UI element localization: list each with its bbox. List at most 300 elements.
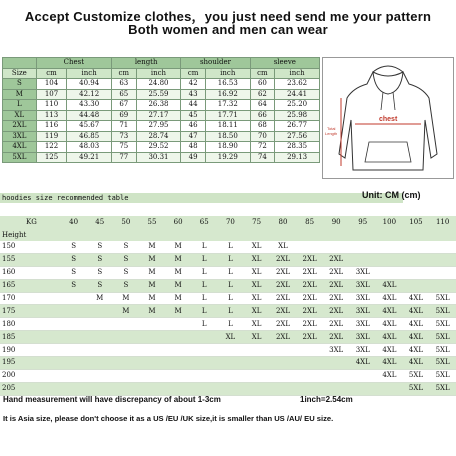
- height-cell: 185: [0, 331, 61, 344]
- value-cell: 104: [36, 79, 67, 90]
- size-cell: 4XL: [376, 305, 403, 318]
- size-cell: [244, 382, 270, 395]
- value-cell: 44: [181, 100, 206, 111]
- size-cell: [139, 382, 165, 395]
- size-cell: [191, 382, 217, 395]
- size-cell: 5XL: [429, 318, 456, 331]
- spec-unit-header: cm: [250, 68, 275, 79]
- value-cell: 45: [181, 110, 206, 121]
- size-cell: [61, 305, 87, 318]
- size-cell: [349, 241, 376, 253]
- value-cell: 25.98: [275, 110, 320, 121]
- hoodie-icon: [323, 58, 453, 178]
- value-cell: 68: [250, 121, 275, 132]
- size-cell: 5XL: [429, 369, 456, 382]
- value-cell: 42.12: [67, 89, 112, 100]
- table-row: [0, 369, 456, 382]
- size-cell: L: [217, 266, 243, 279]
- value-cell: 49.21: [67, 152, 112, 163]
- size-cell: 4XL: [403, 292, 430, 305]
- size-cell: M: [139, 253, 165, 266]
- length-label-1: Total: [327, 126, 336, 131]
- spec-unit-header: inch: [136, 68, 181, 79]
- size-cell: 4XL: [403, 344, 430, 357]
- table-row: [3, 152, 320, 163]
- size-cell: M: [165, 241, 191, 253]
- size-cell: [165, 369, 191, 382]
- value-cell: 29.13: [275, 152, 320, 163]
- size-cell: 4XL: [376, 344, 403, 357]
- size-cell: XL: [244, 305, 270, 318]
- size-cell: [244, 344, 270, 357]
- note-asia-size: It is Asia size, please don't choose it as a US /EU /UK size,it is smaller than US /AU/ EU size.: [3, 414, 334, 423]
- spacer-cell: [349, 229, 376, 241]
- value-cell: 62: [250, 89, 275, 100]
- size-cell: [296, 357, 323, 370]
- weight-header: 110: [429, 216, 456, 229]
- size-cell: 4XL: [403, 305, 430, 318]
- size-cell: S: [87, 241, 113, 253]
- size-cell: [113, 369, 139, 382]
- size-cell: [429, 266, 456, 279]
- size-cell: XL: [3, 110, 37, 121]
- note-discrepancy: Hand measurement will have discrepancy of about 1-3cm: [3, 395, 221, 404]
- height-cell: 160: [0, 266, 61, 279]
- table-row: [0, 344, 456, 357]
- size-recommendation-table: [0, 216, 456, 396]
- value-cell: 48.03: [67, 142, 112, 153]
- spec-unit-header: Size: [3, 68, 37, 79]
- kg-label: KG: [0, 216, 61, 229]
- size-cell: XL: [244, 331, 270, 344]
- value-cell: 25.20: [275, 100, 320, 111]
- table-row: [3, 131, 320, 142]
- size-cell: L: [217, 253, 243, 266]
- table-row: [0, 279, 456, 292]
- length-label-2: Length: [325, 131, 338, 136]
- size-cell: 4XL: [376, 331, 403, 344]
- size-cell: 4XL: [376, 357, 403, 370]
- size-cell: S: [3, 79, 37, 90]
- table-row: [0, 241, 456, 253]
- size-cell: [349, 253, 376, 266]
- spec-unit-header: inch: [67, 68, 112, 79]
- size-cell: [244, 357, 270, 370]
- size-cell: 2XL: [323, 292, 350, 305]
- size-cell: [113, 331, 139, 344]
- weight-header: 75: [244, 216, 270, 229]
- value-cell: 28.74: [136, 131, 181, 142]
- size-cell: 2XL: [296, 266, 323, 279]
- size-cell: [61, 357, 87, 370]
- weight-header: 85: [296, 216, 323, 229]
- headline-line-2: Both women and men can wear: [128, 22, 328, 37]
- size-cell: 4XL: [403, 331, 430, 344]
- size-cell: L: [217, 318, 243, 331]
- value-cell: 66: [250, 110, 275, 121]
- size-cell: [403, 241, 430, 253]
- size-cell: 4XL: [349, 357, 376, 370]
- size-cell: 2XL: [270, 292, 297, 305]
- size-cell: S: [113, 241, 139, 253]
- size-cell: S: [113, 279, 139, 292]
- size-cell: [87, 305, 113, 318]
- size-cell: L: [3, 100, 37, 111]
- spacer-cell: [217, 229, 243, 241]
- spacer-cell: [113, 229, 139, 241]
- height-cell: 155: [0, 253, 61, 266]
- size-cell: 2XL: [296, 279, 323, 292]
- size-cell: [87, 369, 113, 382]
- value-cell: 42: [181, 79, 206, 90]
- value-cell: 46.85: [67, 131, 112, 142]
- size-cell: XL: [244, 279, 270, 292]
- value-cell: 17.32: [205, 100, 250, 111]
- size-cell: [191, 331, 217, 344]
- spec-group-header: Chest: [36, 58, 111, 69]
- value-cell: 45.67: [67, 121, 112, 132]
- height-cell: 165: [0, 279, 61, 292]
- weight-header: 40: [61, 216, 87, 229]
- size-cell: L: [217, 241, 243, 253]
- spacer-cell: [376, 229, 403, 241]
- value-cell: 24.41: [275, 89, 320, 100]
- weight-header: 45: [87, 216, 113, 229]
- value-cell: 44.48: [67, 110, 112, 121]
- value-cell: 122: [36, 142, 67, 153]
- size-cell: 4XL: [403, 318, 430, 331]
- size-cell: [113, 357, 139, 370]
- size-cell: 2XL: [323, 331, 350, 344]
- chest-label: chest: [379, 116, 398, 123]
- weight-header: 70: [217, 216, 243, 229]
- size-cell: [296, 344, 323, 357]
- size-cell: [191, 357, 217, 370]
- value-cell: 73: [112, 131, 137, 142]
- size-cell: [403, 253, 430, 266]
- size-cell: M: [139, 305, 165, 318]
- value-cell: 18.11: [205, 121, 250, 132]
- spec-unit-header: cm: [181, 68, 206, 79]
- table-row: [0, 357, 456, 370]
- spacer-cell: [191, 229, 217, 241]
- size-cell: L: [191, 292, 217, 305]
- size-cell: 2XL: [270, 266, 297, 279]
- height-cell: 190: [0, 344, 61, 357]
- height-cell: 205: [0, 382, 61, 395]
- size-cell: M: [165, 253, 191, 266]
- size-cell: [217, 369, 243, 382]
- size-cell: 3XL: [349, 344, 376, 357]
- value-cell: 25.59: [136, 89, 181, 100]
- spacer-cell: [87, 229, 113, 241]
- value-cell: 69: [112, 110, 137, 121]
- spacer-cell: [244, 229, 270, 241]
- size-cell: [191, 344, 217, 357]
- size-cell: [139, 357, 165, 370]
- size-cell: [270, 357, 297, 370]
- value-cell: 27.17: [136, 110, 181, 121]
- size-cell: 2XL: [296, 305, 323, 318]
- size-cell: M: [165, 279, 191, 292]
- size-cell: [61, 382, 87, 395]
- value-cell: 67: [112, 100, 137, 111]
- value-cell: 116: [36, 121, 67, 132]
- size-cell: M: [165, 292, 191, 305]
- value-cell: 16.53: [205, 79, 250, 90]
- size-cell: 4XL: [403, 357, 430, 370]
- size-cell: 3XL: [349, 266, 376, 279]
- size-cell: [61, 318, 87, 331]
- size-cell: [296, 369, 323, 382]
- size-cell: M: [139, 292, 165, 305]
- size-cell: S: [113, 253, 139, 266]
- value-cell: 125: [36, 152, 67, 163]
- size-cell: [217, 382, 243, 395]
- value-cell: 26.38: [136, 100, 181, 111]
- table-row: [3, 89, 320, 100]
- size-cell: [61, 344, 87, 357]
- size-cell: 2XL: [323, 318, 350, 331]
- value-cell: 71: [112, 121, 137, 132]
- size-cell: [165, 357, 191, 370]
- size-cell: 2XL: [323, 279, 350, 292]
- size-cell: [323, 241, 350, 253]
- size-cell: [349, 369, 376, 382]
- size-cell: [113, 318, 139, 331]
- size-cell: [323, 382, 350, 395]
- value-cell: 49: [181, 152, 206, 163]
- size-cell: M: [139, 279, 165, 292]
- size-cell: 5XL: [403, 382, 430, 395]
- size-cell: [217, 357, 243, 370]
- size-cell: 2XL: [296, 331, 323, 344]
- height-cell: 200: [0, 369, 61, 382]
- size-cell: [139, 318, 165, 331]
- size-cell: 2XL: [296, 292, 323, 305]
- weight-header: 65: [191, 216, 217, 229]
- value-cell: 77: [112, 152, 137, 163]
- value-cell: 60: [250, 79, 275, 90]
- value-cell: 113: [36, 110, 67, 121]
- size-cell: [87, 382, 113, 395]
- value-cell: 16.92: [205, 89, 250, 100]
- size-cell: S: [61, 241, 87, 253]
- table-row: [0, 253, 456, 266]
- headline-line-1: Accept Customize clothes，you just need send me your pattern: [24, 9, 432, 24]
- size-cell: L: [191, 318, 217, 331]
- size-cell: 3XL: [349, 318, 376, 331]
- size-cell: 5XL: [429, 382, 456, 395]
- weight-header: 60: [165, 216, 191, 229]
- size-cell: 4XL: [376, 279, 403, 292]
- size-cell: [403, 279, 430, 292]
- spacer-cell: [139, 229, 165, 241]
- size-cell: [165, 344, 191, 357]
- size-cell: 2XL: [296, 253, 323, 266]
- table-row: [0, 292, 456, 305]
- height-cell: 175: [0, 305, 61, 318]
- size-cell: [376, 382, 403, 395]
- value-cell: 40.94: [67, 79, 112, 90]
- spacer-cell: [403, 229, 430, 241]
- value-cell: 48: [181, 142, 206, 153]
- size-cell: M: [139, 241, 165, 253]
- size-cell: [296, 241, 323, 253]
- spacer-cell: [296, 229, 323, 241]
- value-cell: 18.50: [205, 131, 250, 142]
- size-cell: [244, 369, 270, 382]
- size-cell: L: [217, 305, 243, 318]
- value-cell: 119: [36, 131, 67, 142]
- size-cell: 4XL: [3, 142, 37, 153]
- size-cell: [270, 382, 297, 395]
- value-cell: 27.56: [275, 131, 320, 142]
- size-cell: 2XL: [323, 305, 350, 318]
- table-row: [0, 331, 456, 344]
- size-cell: 5XL: [429, 344, 456, 357]
- table-row: [3, 121, 320, 132]
- value-cell: 75: [112, 142, 137, 153]
- size-cell: [61, 369, 87, 382]
- size-cell: [61, 331, 87, 344]
- size-cell: L: [191, 305, 217, 318]
- size-cell: XL: [270, 241, 297, 253]
- height-cell: 180: [0, 318, 61, 331]
- size-cell: [349, 382, 376, 395]
- value-cell: 29.52: [136, 142, 181, 153]
- size-cell: L: [191, 266, 217, 279]
- weight-header: 50: [113, 216, 139, 229]
- spec-group-header: length: [112, 58, 181, 69]
- value-cell: 24.80: [136, 79, 181, 90]
- size-cell: XL: [244, 253, 270, 266]
- table-row: [3, 100, 320, 111]
- size-cell: S: [87, 266, 113, 279]
- size-cell: S: [113, 266, 139, 279]
- size-cell: 3XL: [3, 131, 37, 142]
- size-cell: L: [217, 292, 243, 305]
- size-cell: [87, 331, 113, 344]
- size-cell: 2XL: [270, 305, 297, 318]
- table-row: [0, 266, 456, 279]
- size-cell: XL: [217, 331, 243, 344]
- size-cell: [376, 253, 403, 266]
- size-cell: 2XL: [3, 121, 37, 132]
- value-cell: 65: [112, 89, 137, 100]
- size-cell: [376, 266, 403, 279]
- table-row: [0, 318, 456, 331]
- size-cell: [429, 279, 456, 292]
- size-cell: 2XL: [323, 266, 350, 279]
- size-cell: 3XL: [323, 344, 350, 357]
- spacer-cell: [323, 229, 350, 241]
- value-cell: 26.77: [275, 121, 320, 132]
- size-cell: XL: [244, 292, 270, 305]
- table-row: [0, 305, 456, 318]
- table-row: [0, 382, 456, 395]
- size-cell: S: [87, 253, 113, 266]
- spec-unit-header: cm: [112, 68, 137, 79]
- size-cell: [429, 241, 456, 253]
- size-cell: L: [217, 279, 243, 292]
- size-cell: [165, 382, 191, 395]
- size-cell: 4XL: [376, 292, 403, 305]
- size-cell: 2XL: [270, 253, 297, 266]
- size-cell: XL: [244, 318, 270, 331]
- size-cell: [87, 318, 113, 331]
- spacer-cell: [61, 229, 87, 241]
- size-cell: [270, 344, 297, 357]
- size-cell: L: [191, 241, 217, 253]
- weight-header: 80: [270, 216, 297, 229]
- value-cell: 72: [250, 142, 275, 153]
- size-cell: S: [61, 253, 87, 266]
- spec-corner: [3, 58, 37, 69]
- value-cell: 30.31: [136, 152, 181, 163]
- size-cell: 4XL: [376, 369, 403, 382]
- size-cell: [113, 344, 139, 357]
- size-cell: 2XL: [323, 253, 350, 266]
- value-cell: 110: [36, 100, 67, 111]
- size-cell: [191, 369, 217, 382]
- value-cell: 47: [181, 131, 206, 142]
- size-cell: XL: [244, 241, 270, 253]
- size-cell: [165, 331, 191, 344]
- value-cell: 46: [181, 121, 206, 132]
- value-cell: 74: [250, 152, 275, 163]
- size-cell: 2XL: [270, 318, 297, 331]
- spacer-cell: [270, 229, 297, 241]
- section-bar: hoodies size recommended table: [0, 193, 403, 203]
- size-cell: M: [165, 266, 191, 279]
- spec-group-header: sleeve: [250, 58, 319, 69]
- weight-header: 95: [349, 216, 376, 229]
- spacer-cell: [429, 229, 456, 241]
- size-cell: 3XL: [349, 331, 376, 344]
- value-cell: 64: [250, 100, 275, 111]
- value-cell: 18.90: [205, 142, 250, 153]
- size-cell: [429, 253, 456, 266]
- size-cell: [87, 357, 113, 370]
- size-cell: 3XL: [349, 279, 376, 292]
- size-cell: 5XL: [403, 369, 430, 382]
- size-cell: M: [3, 89, 37, 100]
- size-cell: [376, 241, 403, 253]
- size-cell: [113, 382, 139, 395]
- size-cell: [217, 344, 243, 357]
- size-cell: M: [113, 292, 139, 305]
- size-cell: [87, 344, 113, 357]
- height-cell: 170: [0, 292, 61, 305]
- spacer-cell: [165, 229, 191, 241]
- size-cell: [165, 318, 191, 331]
- value-cell: 107: [36, 89, 67, 100]
- size-cell: S: [61, 279, 87, 292]
- size-cell: S: [61, 266, 87, 279]
- size-cell: M: [139, 266, 165, 279]
- spec-table: [2, 57, 320, 163]
- size-cell: 3XL: [349, 292, 376, 305]
- value-cell: 19.29: [205, 152, 250, 163]
- size-cell: 2XL: [270, 331, 297, 344]
- size-cell: XL: [244, 266, 270, 279]
- weight-header: 90: [323, 216, 350, 229]
- height-label: Height: [0, 229, 61, 241]
- spec-unit-header: inch: [205, 68, 250, 79]
- value-cell: 43.30: [67, 100, 112, 111]
- spec-unit-header: cm: [36, 68, 67, 79]
